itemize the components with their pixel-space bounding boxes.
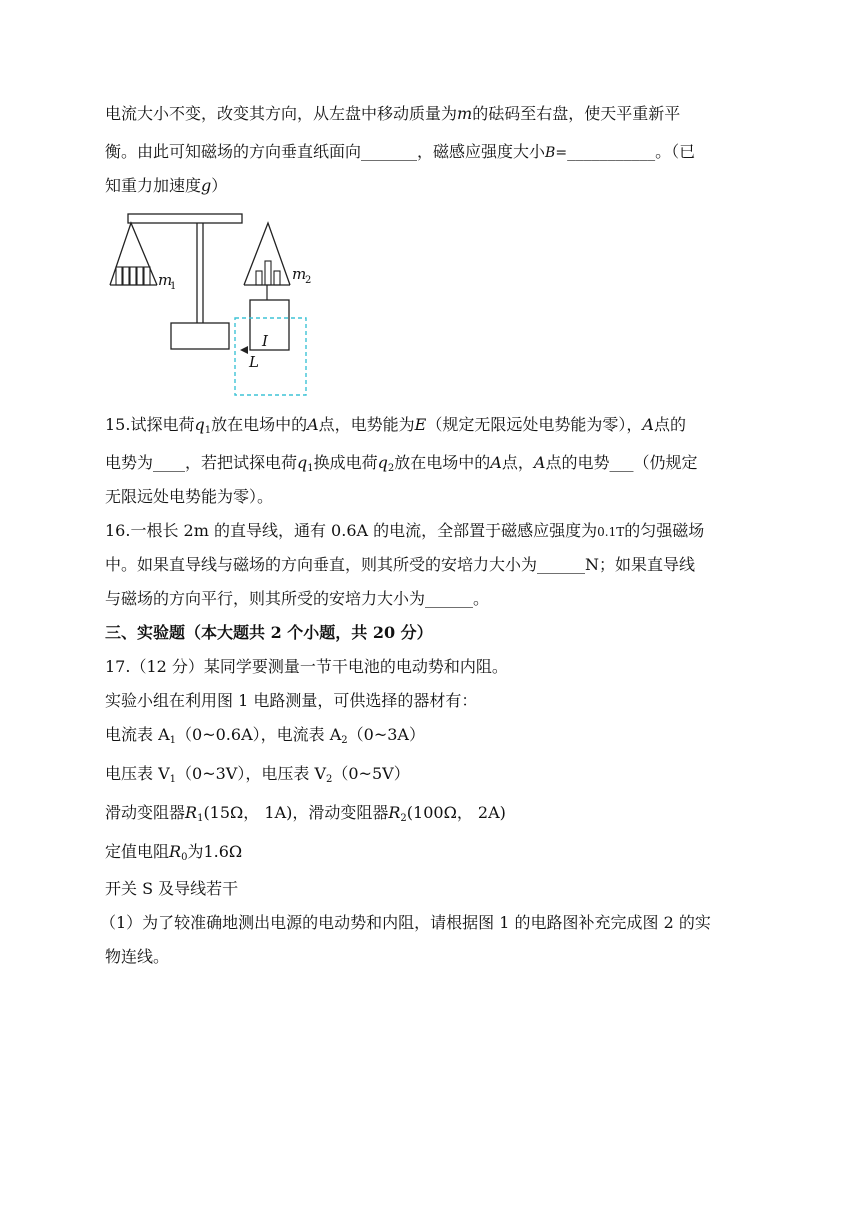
q17-line-1: 17.（12 分）某同学要测量一节干电池的电动势和内阻。	[105, 657, 508, 676]
answer-blank: ____	[153, 453, 186, 472]
left-weights	[116, 267, 150, 285]
answer-blank: _______	[361, 142, 418, 161]
answer-blank: ______	[425, 589, 474, 608]
coil	[250, 300, 289, 350]
q17-voltmeters: 电压表 $V_1(0\sim 3V)$，电压表 $V_2(0\sim 5V)$	[105, 764, 410, 785]
balance-base	[171, 323, 229, 349]
q14-line-2: 衡。由此可知磁场的方向垂直纸面向_______，磁感应强度大小B=___________。（已	[105, 142, 696, 161]
right-pan	[244, 223, 290, 285]
length-label: L	[249, 353, 259, 371]
right-weights	[256, 261, 280, 285]
q17-part1-line-2: 物连线。	[105, 947, 170, 966]
balance-beam	[128, 214, 242, 223]
q16-line-2: 中。如果直导线与磁场的方向垂直，则其所受的安培力大小为______N；如果直导线	[105, 555, 696, 574]
q17-part1-line-1: （1）为了较准确地测出电源的电动势和内阻，请根据图 1 的电路图补充完成图 2 的实	[100, 913, 711, 932]
q15-line-3: 无限远处电势能为零）。	[105, 487, 274, 506]
svg-text:2: 2	[305, 275, 312, 286]
answer-blank: ______	[537, 555, 586, 574]
m2-label: m	[292, 265, 307, 283]
q16-line-3: 与磁场的方向平行，则其所受的安培力大小为______。	[105, 589, 490, 608]
q14-line-3: 知重力加速度g）	[105, 176, 228, 195]
section-title: 三、实验题（本大题共 2 个小题，共 20 分）	[105, 623, 433, 642]
svg-text:1: 1	[170, 281, 177, 292]
current-label: I	[262, 332, 268, 350]
q17-rheostats: 滑动变阻器$R_1(15\Omega$， 1A)，滑动变阻器$R_2(100\Omega$， 2A)	[105, 803, 506, 824]
q17-line-2: 实验小组在利用图 1 电路测量，可供选择的器材有：	[105, 691, 478, 710]
q15-line-2: 电势为____，若把试探电荷$q_1$换成电荷$q_2$放在电场中的A点，A点的电势___（仍规定	[105, 453, 698, 474]
answer-blank: ___	[609, 453, 634, 472]
magnetic-field-region	[235, 318, 306, 395]
q17-ammeters: 电流表 $A_1(0\sim 0.6A)$，电流表 $A_2(0\sim 3A)$	[105, 725, 425, 746]
balance-figure	[100, 205, 340, 405]
q16-line-1: 16.一根长 2m 的直导线，通有 0.6A 的电流，全部置于磁感应强度为0.1T的匀强磁场	[105, 521, 705, 540]
q17-switch: 开关 S 及导线若干	[105, 879, 239, 898]
q14-line-1: 电流大小不变，改变其方向，从左盘中移动质量为m的砝码至右盘，使天平重新平	[105, 104, 681, 123]
q17-fixed-resistor: 定值电阻$R_0$为1.6Ω	[105, 842, 243, 863]
m1-label: m	[158, 271, 173, 289]
q15-line-1: 15.试探电荷$q_1$放在电场中的A点，电势能为E（规定无限远处电势能为零），A点的	[105, 415, 686, 436]
answer-blank: ___________	[567, 142, 656, 161]
